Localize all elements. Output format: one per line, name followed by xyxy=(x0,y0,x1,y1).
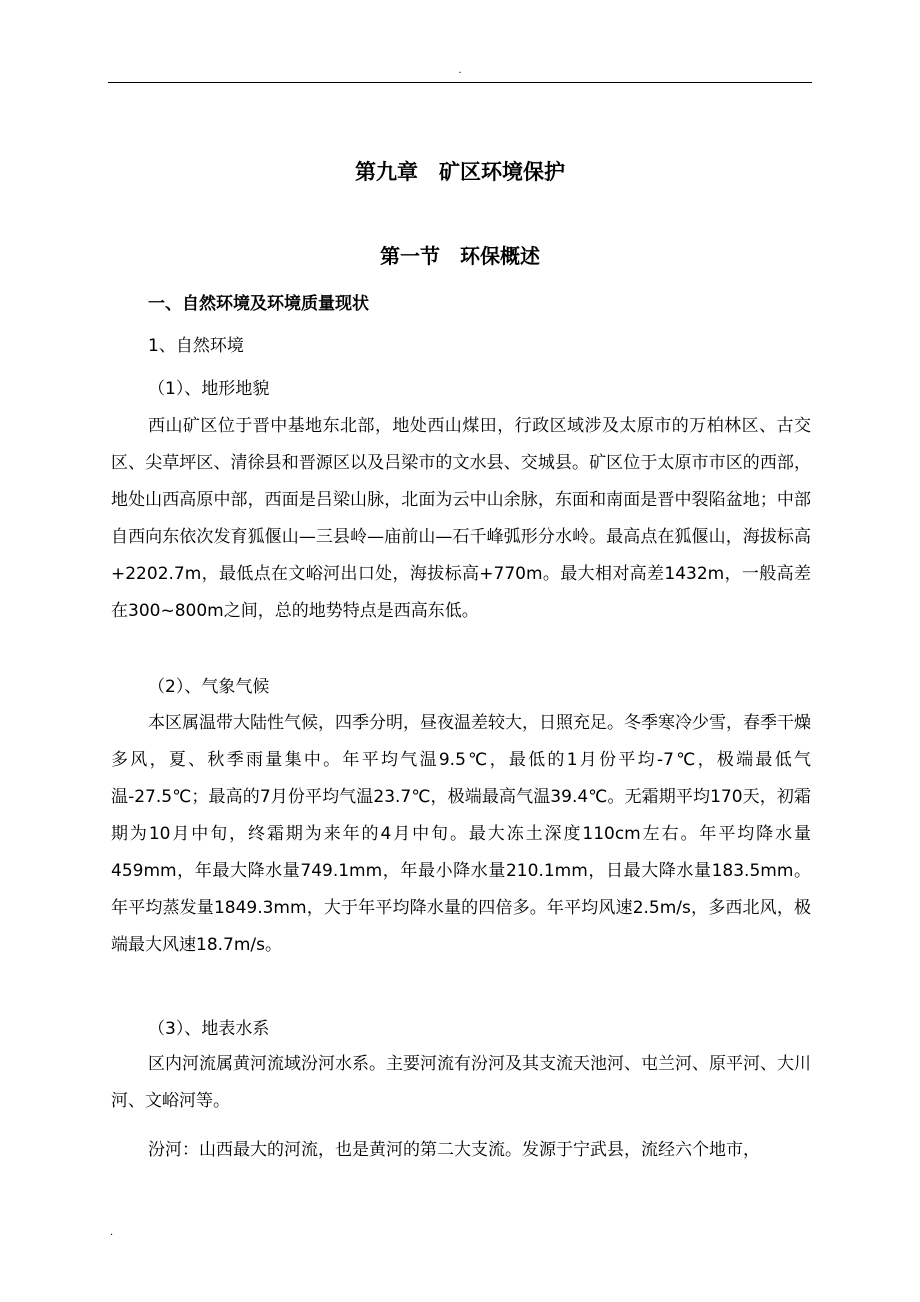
paragraph-terrain: 西山矿区位于晋中基地东北部，地处西山煤田，行政区域涉及太原市的万柏林区、古交区、尖草坪区、清徐县和晋源区以及吕梁市的文水县、交城县。矿区位于太原市市区的西部，地处山西高原中部，西面是吕梁山脉，北面为云中山余脉，东面和南面是晋中裂陷盆地；中部自西向东依次发育狐偃山—三县岭—庙前山—石千峰弧形分水岭。最高点在狐偃山，海拔标高+2202.7m，最低点在文峪河出口处，海拔标高+770m。最大相对高差1432m，一般高差在300~800m之间，总的地势特点是西高东低。 xyxy=(111,416,811,621)
chapter-title: 第九章 矿区环境保护 xyxy=(355,160,565,184)
heading-natural-environment: 一、自然环境及环境质量现状 xyxy=(148,294,369,314)
header-mark: . xyxy=(458,65,462,76)
header-rule xyxy=(108,82,812,83)
paragraph-climate: 本区属温带大陆性气候，四季分明，昼夜温差较大，日照充足。冬季寒冷少雪，春季干燥多风，夏、秋季雨量集中。年平均气温9.5℃，最低的1月份平均-7℃，极端最低气温-27.5℃；最高的7月份平均气温23.7℃，极端最高气温39.4℃。无霜期平均170天，初霜期为10月中旬，终霜期为来年的4月中旬。最大冻土深度110cm左右。年平均降水量459mm，年最大降水量749.1mm，年最小降水量210.1mm，日最大降水量183.5mm。年平均蒸发量1849.3mm，大于年平均降水量的四倍多。年平均风速2.5m/s，多西北风，极端最大风速18.7m/s。 xyxy=(111,713,811,955)
paragraph-water-system: 区内河流属黄河流域汾河水系。主要河流有汾河及其支流天池河、屯兰河、原平河、大川河、文峪河等。 xyxy=(111,1054,811,1111)
subheading-terrain: （1）、地形地貌 xyxy=(148,379,270,399)
footer-mark: . xyxy=(110,1227,114,1238)
subheading-surface-water: （3）、地表水系 xyxy=(148,1019,270,1039)
paragraph-fen-river: 汾河：山西最大的河流，也是黄河的第二大支流。发源于宁武县，流经六个地市， xyxy=(148,1140,760,1160)
section-title: 第一节 环保概述 xyxy=(380,244,540,268)
subheading-climate: （2）、气象气候 xyxy=(148,677,270,697)
subheading-natural-environment: 1、自然环境 xyxy=(148,336,244,356)
